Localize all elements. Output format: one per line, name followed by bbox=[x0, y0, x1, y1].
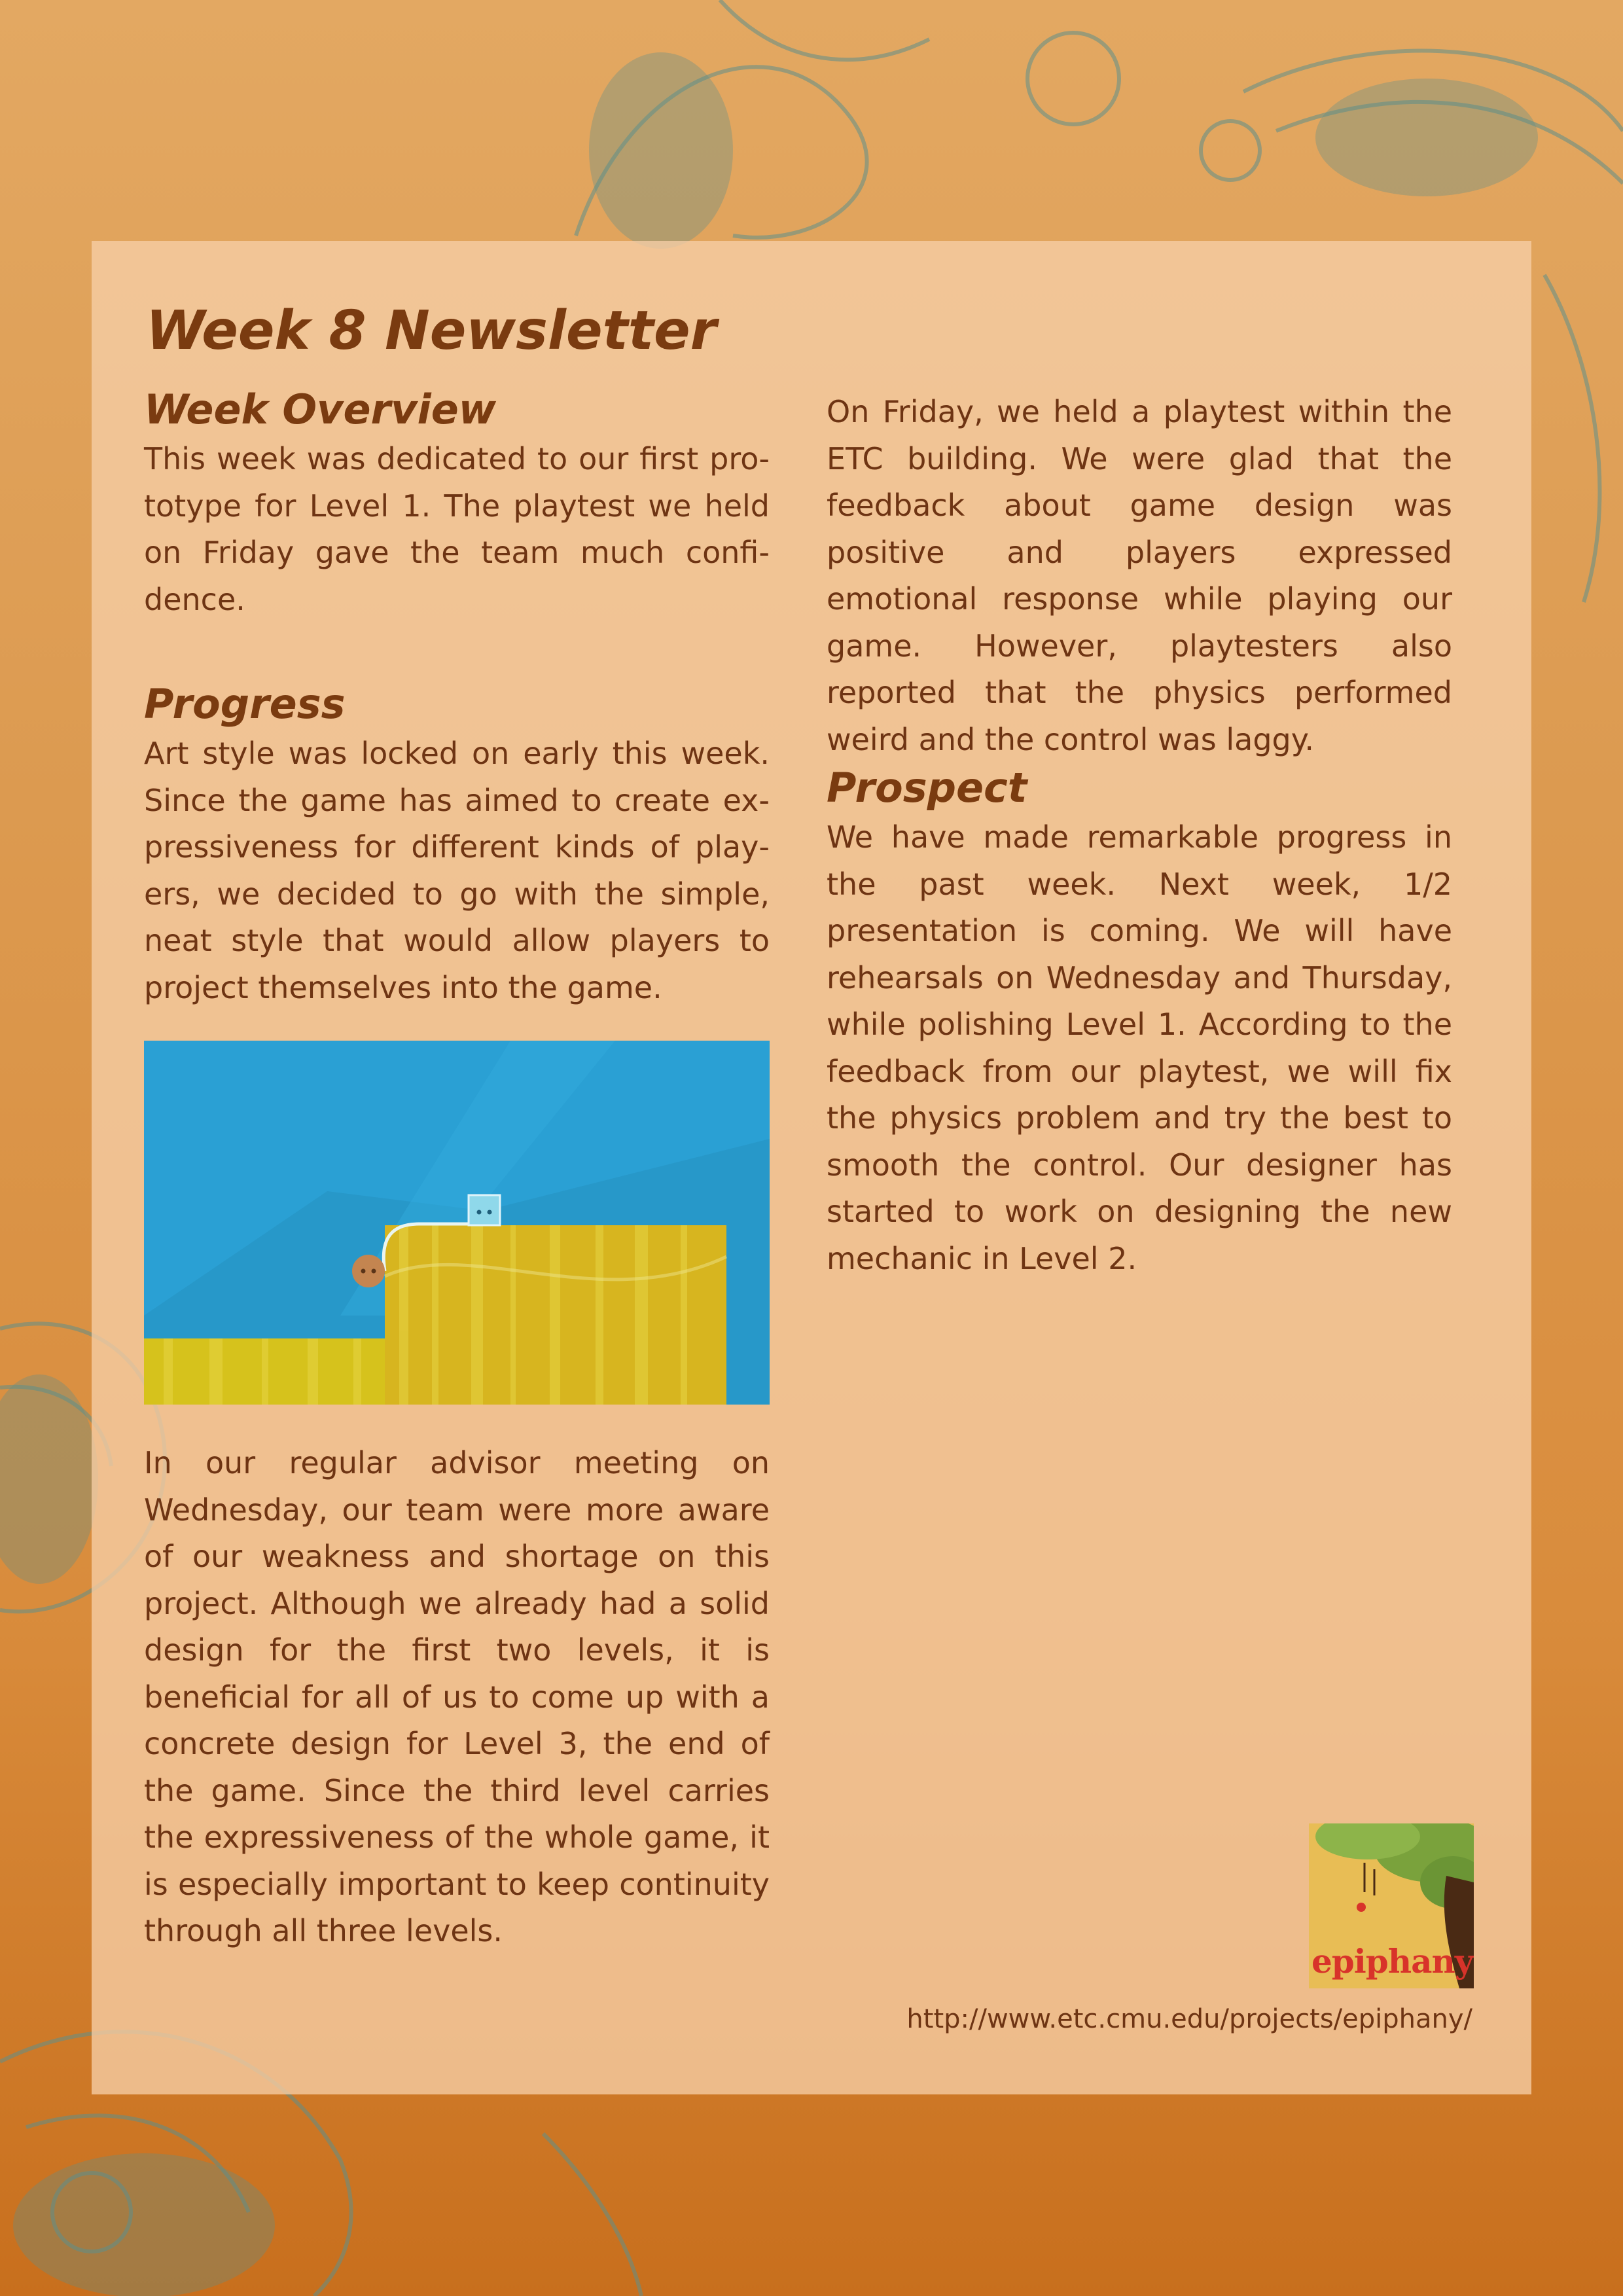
advisor-text: In our regular advisor meeting on Wednesday, our team were more aware of our weakness and shortage on this project. Although we already had a solid design for the first two levels, it is beneficial for all of us to come up with a concrete design for Level 3, the end of the game. Since the third level carries the expressiveness of the whole game, it is especially important to keep continuity through all three levels. bbox=[144, 1445, 770, 1948]
overview-section bbox=[144, 384, 770, 623]
progress-heading: Progress bbox=[144, 680, 346, 728]
project-url-link[interactable]: http://www.etc.cmu.edu/projects/epiphany/ bbox=[906, 2004, 1472, 2034]
logo-text: epiphany bbox=[1311, 1942, 1473, 1981]
overview-text: This week was dedicated to our first prototype for Level 1. The playtest we held on Friday gave the team much confidence. bbox=[144, 441, 770, 617]
newsletter-title: Week 8 Newsletter bbox=[146, 300, 717, 362]
overview-heading: Week Overview bbox=[144, 386, 497, 433]
newsletter-panel bbox=[92, 241, 1531, 2094]
game-screenshot bbox=[144, 1041, 770, 1405]
advisor-section bbox=[144, 1440, 770, 1955]
playtest-text: On Friday, we held a playtest within the ETC building. We were glad that the feedback about game design was positive and players expressed emotional response while playing our game. However, playtesters also reported that the physics performed weird and the control was laggy. bbox=[827, 394, 1452, 757]
progress-section bbox=[144, 678, 770, 1011]
prospect-heading: Prospect bbox=[827, 764, 1027, 812]
game-scene bbox=[144, 1041, 770, 1405]
epiphany-logo bbox=[1309, 1823, 1474, 1988]
progress-text: Art style was locked on early this week. Since the game has aimed to create expressiveness for different kinds of players, we decided to go with the simple, neat style that would allow players to project themselves into the game. bbox=[144, 736, 770, 1005]
prospect-text: We have made remarkable progress in the past week. Next week, 1/2 presentation is coming. We will have rehearsals on Wednesday and Thursday, while polishing Level 1. According to the feedback from our playtest, we will fix the physics problem and try the best to smooth the control. Our designer has started to work on designing the new mechanic in Level 2. bbox=[827, 819, 1452, 1276]
prospect-section bbox=[827, 762, 1452, 1282]
playtest-section bbox=[827, 389, 1452, 763]
